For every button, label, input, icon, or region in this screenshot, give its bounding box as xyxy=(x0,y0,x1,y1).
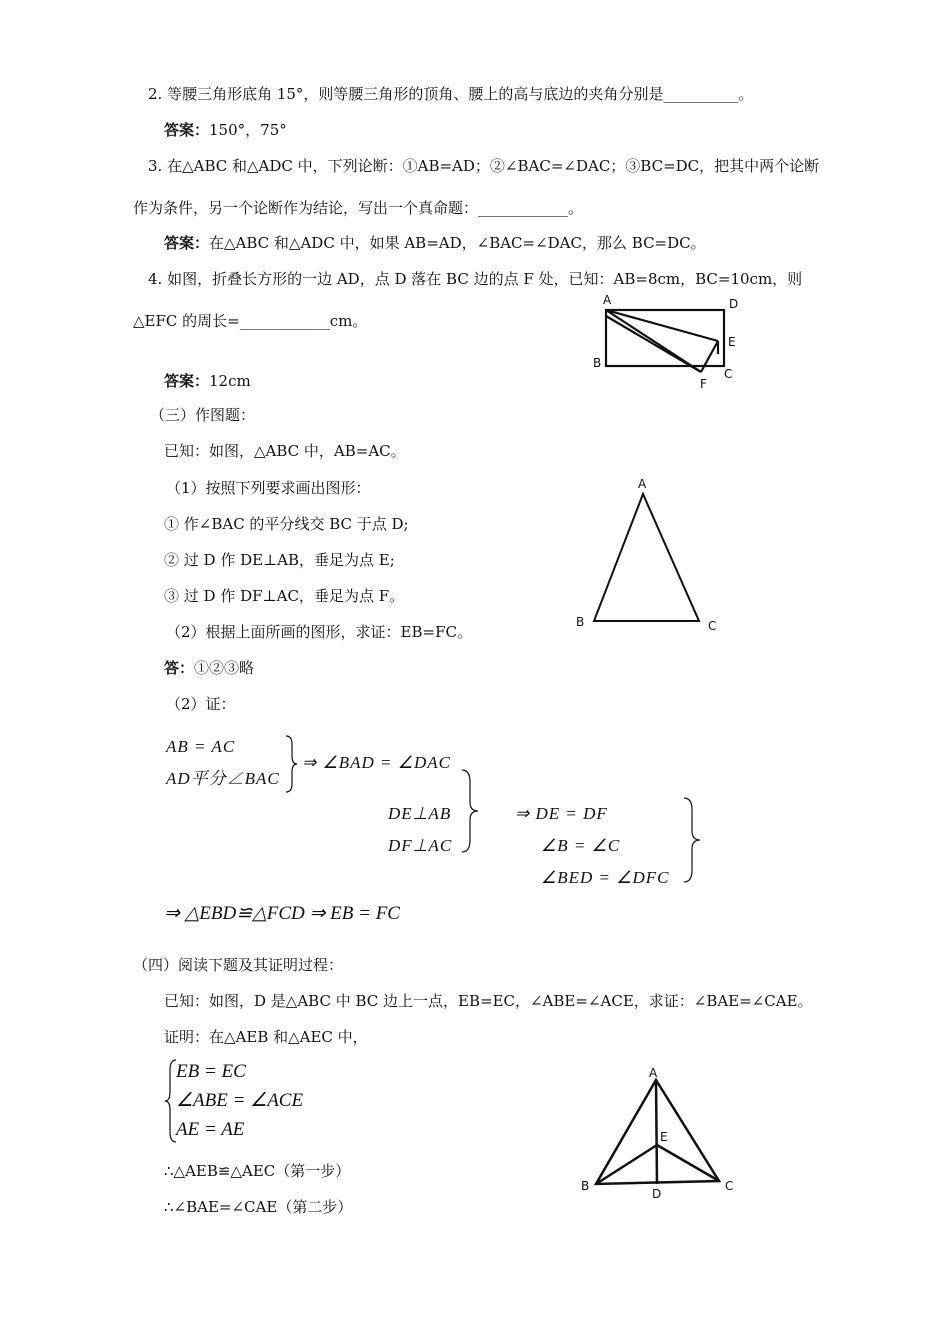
s3-proof-label: （2）证： xyxy=(166,695,236,713)
q4-answer xyxy=(164,371,251,391)
s3-step2: ② 过 D 作 DE⊥AB，垂足为点 E; xyxy=(164,551,395,569)
s4-given: 已知：如图，D 是△ABC 中 BC 边上一点，EB=EC，∠ABE=∠ACE，求证：∠BAE=∠CAE。 xyxy=(164,992,813,1010)
s3-part2: （2）根据上面所画的图形，求证：EB=FC。 xyxy=(166,623,472,641)
proof-l1: AB = AC xyxy=(166,737,236,756)
label-d: D xyxy=(729,297,739,311)
proof-m1: DE⊥AB xyxy=(388,804,452,823)
s3-step3: ③ 过 D 作 DF⊥AC，垂足为点 F。 xyxy=(164,587,405,605)
label-b: B xyxy=(581,1179,590,1193)
s3-answer xyxy=(164,658,254,678)
label-a: A xyxy=(638,477,647,491)
proof-r1: ⇒ ∠BAD = ∠DAC xyxy=(302,753,451,772)
label-e: E xyxy=(728,335,736,349)
q4-line1: 4. 如图，折叠长方形的一边 AD，点 D 落在 BC 边的点 F 处，已知：AB=8cm，BC=10cm，则 xyxy=(148,270,803,288)
q3-line2: 作为条件，另一个论断作为结论，写出一个真命题：____________。 xyxy=(133,199,584,217)
proof-n2: ∠B = ∠C xyxy=(541,836,621,855)
answer-value: ①②③略 xyxy=(194,659,255,677)
s3-step1: ① 作∠BAC 的平分线交 BC 于点 D; xyxy=(164,515,409,533)
label-c: C xyxy=(725,1179,734,1193)
q2-text: 2. 等腰三角形底角 15°，则等腰三角形的顶角、腰上的高与底边的夹角分别是__________。 xyxy=(148,85,754,103)
proof-n3: ∠BED = ∠DFC xyxy=(541,868,670,887)
label-a: A xyxy=(649,1066,658,1080)
q3-answer xyxy=(164,233,706,253)
right-brace xyxy=(682,796,704,884)
s4-sys1: EB = EC xyxy=(176,1061,246,1082)
label-b: B xyxy=(576,615,585,629)
label-f: F xyxy=(700,377,707,391)
proof-conclusion: ⇒ △EBD≌△FCD ⇒ EB = FC xyxy=(164,903,400,924)
label-c: C xyxy=(724,367,733,381)
segment-af-inner xyxy=(606,316,701,372)
right-brace xyxy=(460,768,482,854)
s4-step2: ∴∠BAE=∠CAE（第二步） xyxy=(164,1198,353,1216)
label-a: A xyxy=(603,293,612,307)
segment-ad xyxy=(656,1080,657,1184)
isosceles-triangle-figure xyxy=(570,474,730,639)
proof-m2: DF⊥AC xyxy=(388,836,453,855)
segment-be xyxy=(596,1145,657,1184)
answer-label: 答： xyxy=(164,659,195,677)
label-d: D xyxy=(652,1187,662,1201)
answer-label: 答案： xyxy=(164,121,210,139)
proof-n1: ⇒ DE = DF xyxy=(515,804,608,823)
segment-fe xyxy=(701,341,718,372)
answer-value: 在△ABC 和△ADC 中，如果 AB=AD，∠BAC=∠DAC，那么 BC=DC。 xyxy=(209,234,706,252)
s4-sys3: AE = AE xyxy=(176,1119,245,1140)
triangle-with-interior-point-figure xyxy=(575,1063,745,1203)
triangle-abc xyxy=(594,494,699,621)
segment-ce xyxy=(657,1145,719,1181)
right-brace xyxy=(284,734,298,794)
s3-heading: （三）作图题： xyxy=(150,406,256,424)
q2-answer xyxy=(164,120,287,140)
label-b: B xyxy=(593,356,602,370)
label-c: C xyxy=(708,619,717,633)
s3-part1: （1）按照下列要求画出图形： xyxy=(166,479,371,497)
s4-proof-intro: 证明：在△AEB 和△AEC 中， xyxy=(164,1028,368,1046)
answer-value: 12cm xyxy=(209,372,251,390)
s4-heading: （四）阅读下题及其证明过程： xyxy=(133,956,344,974)
q3-line1: 3. 在△ABC 和△ADC 中，下列论断：①AB=AD；②∠BAC=∠DAC；③BC=DC，把其中两个论断 xyxy=(148,157,820,175)
proof-l2: AD平分∠BAC xyxy=(166,769,280,788)
folded-rectangle-figure xyxy=(585,290,755,395)
q4-line2: △EFC 的周长=____________cm。 xyxy=(133,312,368,330)
answer-label: 答案： xyxy=(164,372,210,390)
answer-label: 答案： xyxy=(164,234,210,252)
s3-given: 已知：如图，△ABC 中，AB=AC。 xyxy=(164,442,406,460)
s4-step1: ∴△AEB≌△AEC（第一步） xyxy=(164,1162,351,1180)
answer-value: 150°，75° xyxy=(209,121,287,139)
label-e: E xyxy=(660,1130,668,1144)
s4-sys2: ∠ABE = ∠ACE xyxy=(176,1090,304,1111)
